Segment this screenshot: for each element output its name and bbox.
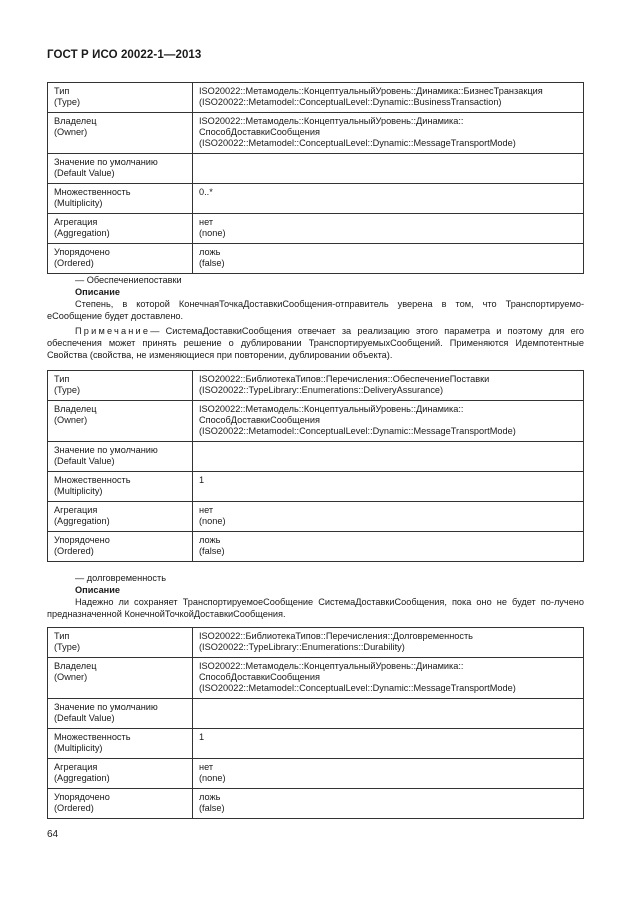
property-name-cell: [48, 401, 193, 442]
property-name-line: Множественность: [54, 732, 131, 742]
table-row: [48, 442, 584, 472]
property-name-line: Значение по умолчанию: [54, 702, 158, 712]
attribute-table: [47, 370, 584, 562]
table-row: [48, 759, 584, 789]
property-name-line: (Default Value): [54, 456, 115, 466]
property-value-line: 1: [199, 732, 205, 742]
property-name-line: (Ordered): [54, 258, 94, 268]
table-row: [48, 244, 584, 274]
property-name-line: (Type): [54, 97, 81, 107]
property-value-line: 1: [199, 475, 205, 485]
property-value-line: ложь: [199, 792, 221, 802]
table-row: [48, 658, 584, 699]
property-name-line: Упорядочено: [54, 247, 110, 257]
table-row: [48, 371, 584, 401]
attribute-table: [47, 627, 584, 819]
table-row: [48, 184, 584, 214]
page-number: 64: [47, 829, 59, 840]
description-text: Степень, в которой КонечнаяТочкаДоставкиСообщения-отправитель уверена в том, что Транспортируемо-еСообщение будет доставлено.: [47, 299, 584, 321]
table-row: [48, 472, 584, 502]
property-name-line: Множественность: [54, 475, 131, 485]
property-value-line: ISO20022::Метамодель::КонцептуальныйУровень::Динамика::: [199, 661, 464, 671]
property-value-cell: [193, 214, 584, 244]
property-name-cell: [48, 214, 193, 244]
property-name-line: Значение по умолчанию: [54, 445, 158, 455]
property-name-line: (Type): [54, 642, 81, 652]
property-name-line: Агрегация: [54, 505, 98, 515]
property-name-line: Владелец: [54, 116, 97, 126]
table-row: [48, 502, 584, 532]
property-name-line: Тип: [54, 374, 70, 384]
property-name-line: Значение по умолчанию: [54, 157, 158, 167]
property-value-line: нет: [199, 762, 214, 772]
property-name-line: (Default Value): [54, 713, 115, 723]
table-row: [48, 154, 584, 184]
property-name-cell: [48, 244, 193, 274]
property-value-cell: [193, 759, 584, 789]
property-name-cell: [48, 502, 193, 532]
property-value-line: нет: [199, 505, 214, 515]
property-name-line: Владелец: [54, 404, 97, 414]
property-value-line: (ISO20022::Metamodel::ConceptualLevel::Dynamic::BusinessTransaction): [199, 97, 502, 107]
property-name-cell: [48, 83, 193, 113]
property-name-line: (Owner): [54, 672, 88, 682]
property-name-cell: [48, 658, 193, 699]
section-item-title: — долговременность: [75, 573, 166, 583]
document-code-header: ГОСТ Р ИСО 20022-1—2013: [47, 49, 202, 61]
property-value-cell: [193, 658, 584, 699]
property-value-line: (none): [199, 516, 226, 526]
property-value-line: СпособДоставкиСообщения: [199, 415, 320, 425]
property-value-line: ISO20022::Метамодель::КонцептуальныйУровень::Динамика::: [199, 404, 464, 414]
property-value-line: (ISO20022::TypeLibrary::Enumerations::DeliveryAssurance): [199, 385, 444, 395]
property-name-cell: [48, 113, 193, 154]
property-name-line: Упорядочено: [54, 792, 110, 802]
property-name-line: (Aggregation): [54, 228, 110, 238]
property-name-line: Владелец: [54, 661, 97, 671]
property-value-cell: [193, 371, 584, 401]
property-name-cell: [48, 759, 193, 789]
property-name-cell: [48, 442, 193, 472]
property-value-line: (none): [199, 773, 226, 783]
property-name-line: Тип: [54, 86, 70, 96]
property-value-line: ISO20022::БиблиотекаТипов::Перечисления::Долговременность: [199, 631, 473, 641]
property-name-line: (Multiplicity): [54, 743, 103, 753]
property-value-line: ложь: [199, 535, 221, 545]
property-name-line: (Default Value): [54, 168, 115, 178]
property-name-cell: [48, 729, 193, 759]
property-value-line: (none): [199, 228, 226, 238]
section-delivery-assurance: [47, 274, 584, 361]
property-name-line: (Owner): [54, 127, 88, 137]
property-name-line: (Type): [54, 385, 81, 395]
property-name-line: Тип: [54, 631, 70, 641]
property-value-line: (false): [199, 546, 225, 556]
section-heading: Описание: [75, 287, 120, 297]
property-value-cell: [193, 532, 584, 562]
property-name-cell: [48, 628, 193, 658]
property-name-cell: [48, 789, 193, 819]
table-row: [48, 628, 584, 658]
table-row: [48, 729, 584, 759]
property-value-cell: [193, 442, 584, 472]
property-name-line: (Multiplicity): [54, 198, 103, 208]
table-row: [48, 83, 584, 113]
note-label: Примечание: [75, 326, 151, 336]
section-durability: [47, 572, 584, 620]
note-paragraph: [47, 325, 584, 361]
table-row: [48, 401, 584, 442]
property-name-line: (Aggregation): [54, 516, 110, 526]
table-row: [48, 699, 584, 729]
property-name-line: Агрегация: [54, 217, 98, 227]
table-row: [48, 532, 584, 562]
property-name-cell: [48, 532, 193, 562]
property-value-cell: [193, 729, 584, 759]
property-value-line: (ISO20022::Metamodel::ConceptualLevel::Dynamic::MessageTransportMode): [199, 683, 516, 693]
table-row: [48, 789, 584, 819]
property-value-cell: [193, 83, 584, 113]
property-value-line: ISO20022::БиблиотекаТипов::Перечисления::ОбеспечениеПоставки: [199, 374, 490, 384]
property-value-cell: [193, 502, 584, 532]
property-value-line: ложь: [199, 247, 221, 257]
property-value-cell: [193, 699, 584, 729]
note-text: — СистемаДоставкиСообщения отвечает за реализацию этого параметра и поэтому для его обеспечения может принять решение о дублировании ТранспортируемыхСообщений. Применяются Идемпотентные Свойства (свойства, не изменяющиеся при повторении, дублировании объекта).: [47, 326, 584, 360]
property-name-line: (Ordered): [54, 546, 94, 556]
property-value-line: СпособДоставкиСообщения: [199, 672, 320, 682]
property-value-cell: [193, 628, 584, 658]
property-value-cell: [193, 184, 584, 214]
property-name-cell: [48, 699, 193, 729]
table-row: [48, 113, 584, 154]
property-value-line: СпособДоставкиСообщения: [199, 127, 320, 137]
property-name-line: (Multiplicity): [54, 486, 103, 496]
property-name-cell: [48, 371, 193, 401]
section-item-title: — Обеспечениепоставки: [75, 275, 182, 285]
property-value-line: (ISO20022::TypeLibrary::Enumerations::Durability): [199, 642, 405, 652]
property-value-cell: [193, 244, 584, 274]
property-value-cell: [193, 472, 584, 502]
property-name-line: (Ordered): [54, 803, 94, 813]
property-value-line: ISO20022::Метамодель::КонцептуальныйУровень::Динамика::: [199, 116, 464, 126]
property-value-line: нет: [199, 217, 214, 227]
property-name-cell: [48, 184, 193, 214]
description-text: Надежно ли сохраняет ТранспортируемоеСообщение СистемаДоставкиСообщения, пока оно не будет по-лучено предназначенной КонечнойТочкойДоставкиСообщения.: [47, 597, 584, 619]
property-value-line: ISO20022::Метамодель::КонцептуальныйУровень::Динамика::БизнесТранзакция: [199, 86, 543, 96]
table-row: [48, 214, 584, 244]
property-name-line: Агрегация: [54, 762, 98, 772]
property-name-cell: [48, 154, 193, 184]
property-name-line: (Aggregation): [54, 773, 110, 783]
property-value-line: (false): [199, 803, 225, 813]
property-value-line: (ISO20022::Metamodel::ConceptualLevel::Dynamic::MessageTransportMode): [199, 426, 516, 436]
property-value-cell: [193, 113, 584, 154]
property-name-cell: [48, 472, 193, 502]
property-value-line: (false): [199, 258, 225, 268]
property-value-line: 0..*: [199, 187, 213, 197]
property-name-line: Упорядочено: [54, 535, 110, 545]
property-value-cell: [193, 154, 584, 184]
section-heading: Описание: [75, 585, 120, 595]
property-value-cell: [193, 789, 584, 819]
property-value-line: (ISO20022::Metamodel::ConceptualLevel::Dynamic::MessageTransportMode): [199, 138, 516, 148]
property-name-line: Множественность: [54, 187, 131, 197]
property-value-cell: [193, 401, 584, 442]
attribute-table: [47, 82, 584, 274]
property-name-line: (Owner): [54, 415, 88, 425]
